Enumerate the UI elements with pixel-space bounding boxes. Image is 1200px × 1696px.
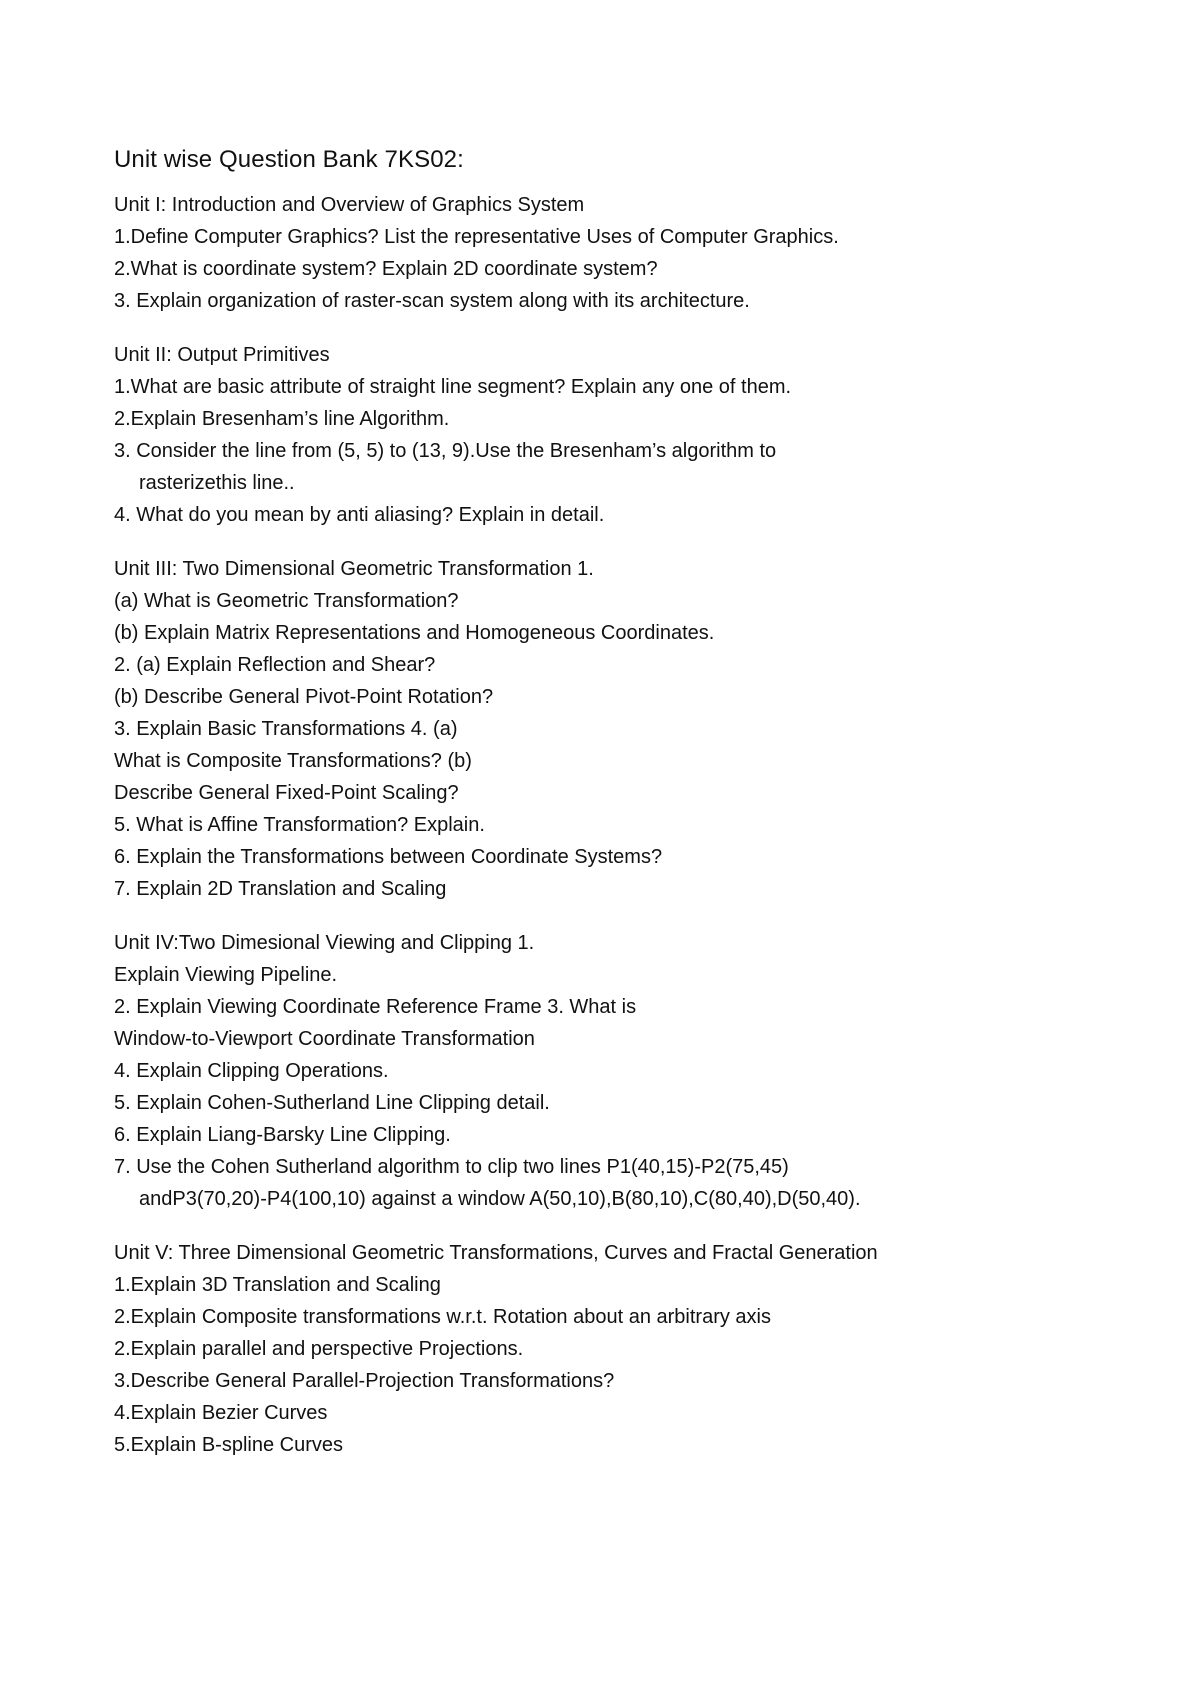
unit-heading: Unit III: Two Dimensional Geometric Transformation 1. (114, 558, 594, 580)
question-line: (a) What is Geometric Transformation? (114, 590, 459, 612)
question-line: Describe General Fixed-Point Scaling? (114, 782, 459, 804)
question-line: What is Composite Transformations? (b) (114, 750, 472, 772)
question-line: (b) Describe General Pivot-Point Rotation? (114, 686, 494, 708)
question-line: 2.Explain Composite transformations w.r.t. Rotation about an arbitrary axis (114, 1306, 771, 1328)
question-line: 2.Explain parallel and perspective Projections. (114, 1338, 524, 1360)
question-line: 3. Explain Basic Transformations 4. (a) (114, 718, 458, 740)
question-line: 3. Consider the line from (5, 5) to (13, 9).Use the Bresenham’s algorithm to (114, 440, 777, 462)
unit-heading: Unit II: Output Primitives (114, 344, 330, 366)
unit-2-section (114, 339, 1114, 531)
question-line: 2. Explain Viewing Coordinate Reference Frame 3. What is (114, 996, 637, 1018)
question-line: 6. Explain Liang-Barsky Line Clipping. (114, 1124, 451, 1146)
unit-heading: Unit IV:Two Dimesional Viewing and Clipping 1. (114, 932, 535, 954)
unit-5-section (114, 1237, 1114, 1461)
question-line: 1.Explain 3D Translation and Scaling (114, 1274, 441, 1296)
question-line: 3. Explain organization of raster-scan system along with its architecture. (114, 290, 750, 312)
question-line: 7. Use the Cohen Sutherland algorithm to clip two lines P1(40,15)-P2(75,45) (114, 1156, 789, 1178)
question-line-continuation: rasterizethis line.. (139, 472, 295, 494)
unit-heading: Unit V: Three Dimensional Geometric Transformations, Curves and Fractal Generation (114, 1242, 878, 1264)
question-line-continuation: andP3(70,20)-P4(100,10) against a window A(50,10),B(80,10),C(80,40),D(50,40). (139, 1188, 861, 1210)
question-line: 3.Describe General Parallel-Projection Transformations? (114, 1370, 615, 1392)
question-line: 4. Explain Clipping Operations. (114, 1060, 389, 1082)
document-page (114, 143, 1114, 1483)
question-line: 1.What are basic attribute of straight line segment? Explain any one of them. (114, 376, 792, 398)
question-line: 2.Explain Bresenham’s line Algorithm. (114, 408, 450, 430)
question-line: 4.Explain Bezier Curves (114, 1402, 328, 1424)
question-line: Window-to-Viewport Coordinate Transformation (114, 1028, 535, 1050)
question-line: Explain Viewing Pipeline. (114, 964, 338, 986)
question-line: 5. What is Affine Transformation? Explain. (114, 814, 485, 836)
question-line: (b) Explain Matrix Representations and Homogeneous Coordinates. (114, 622, 715, 644)
question-line: 5.Explain B-spline Curves (114, 1434, 343, 1456)
unit-heading: Unit I: Introduction and Overview of Graphics System (114, 194, 585, 216)
unit-3-section (114, 553, 1114, 905)
unit-4-section (114, 927, 1114, 1215)
document-title: Unit wise Question Bank 7KS02: (114, 146, 464, 173)
question-line: 6. Explain the Transformations between Coordinate Systems? (114, 846, 663, 868)
question-line: 5. Explain Cohen-Sutherland Line Clipping detail. (114, 1092, 550, 1114)
question-line: 1.Define Computer Graphics? List the representative Uses of Computer Graphics. (114, 226, 839, 248)
question-line: 2.What is coordinate system? Explain 2D coordinate system? (114, 258, 658, 280)
question-line: 2. (a) Explain Reflection and Shear? (114, 654, 436, 676)
question-line: 7. Explain 2D Translation and Scaling (114, 878, 447, 900)
question-line: 4. What do you mean by anti aliasing? Explain in detail. (114, 504, 605, 526)
unit-1-section (114, 189, 1114, 317)
